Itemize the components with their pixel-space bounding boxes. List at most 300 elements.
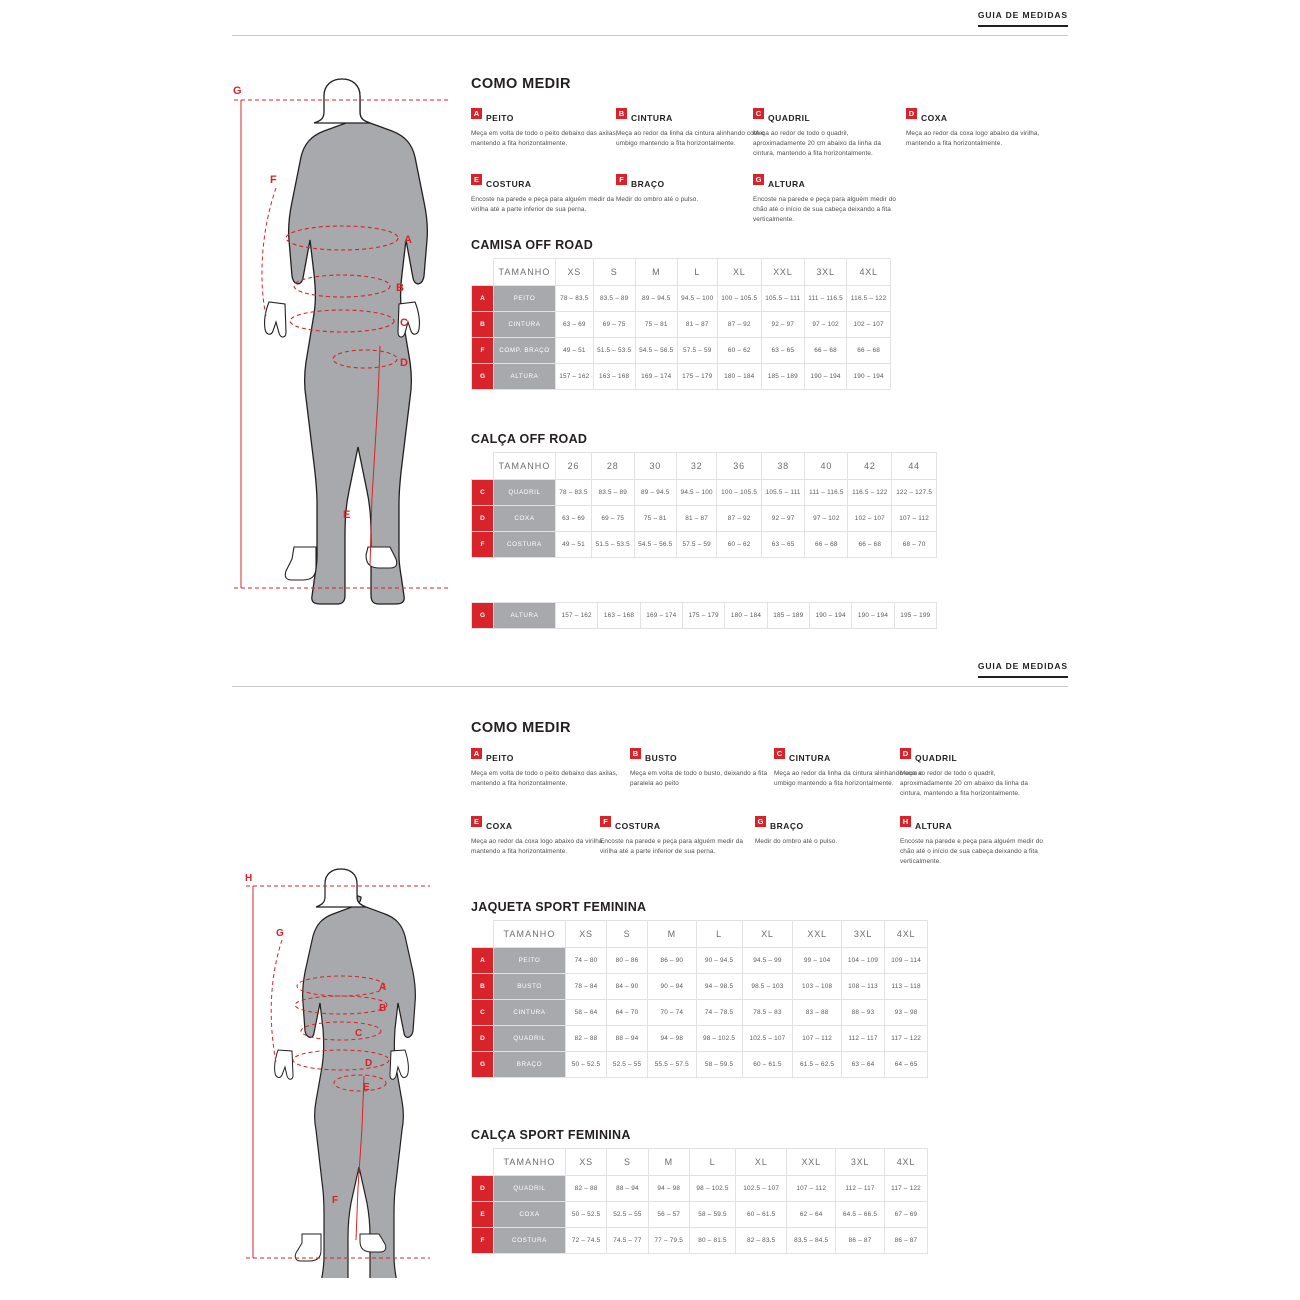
col-size-30: 30 [634, 453, 677, 480]
col-size-xl: XL [717, 259, 761, 286]
row-name: CINTURA [494, 312, 556, 338]
table-row [472, 286, 891, 312]
cell: 163 – 168 [598, 603, 640, 629]
table-title-camisa-off-road: CAMISA OFF ROAD [471, 238, 594, 252]
row-name: BRAÇO [494, 1052, 566, 1078]
cell: 88 – 93 [841, 1000, 884, 1026]
cell: 117 – 122 [884, 1176, 927, 1202]
cell: 116.5 – 122 [848, 480, 892, 506]
cell: 77 – 79.5 [648, 1228, 689, 1254]
cell: 185 – 189 [767, 603, 809, 629]
row-name: ALTURA [494, 603, 556, 629]
row-letter: D [472, 1026, 494, 1052]
row-letter: C [472, 1000, 494, 1026]
cell: 66 – 68 [804, 338, 847, 364]
cell: 111 – 116.5 [804, 286, 847, 312]
cell: 75 – 81 [635, 312, 677, 338]
cell: 86 – 87 [836, 1228, 885, 1254]
legend-badge: C [753, 108, 764, 119]
legend-desc: Medir do ombro até o pulso. [755, 838, 838, 845]
cell: 122 – 127.5 [892, 480, 937, 506]
row-name: COSTURA [494, 1228, 566, 1254]
svg-text:F: F [270, 174, 277, 186]
cell: 50 – 52.5 [566, 1202, 607, 1228]
col-size-l: L [677, 259, 717, 286]
cell: 99 – 104 [793, 948, 842, 974]
cell: 60 – 62 [717, 532, 762, 558]
legend-item-altura-2 [900, 816, 1050, 867]
col-size-xs: XS [556, 259, 594, 286]
legend-title: QUADRIL [768, 113, 811, 123]
cell: 58 – 59.5 [689, 1202, 735, 1228]
col-size-xxl: XXL [793, 921, 842, 948]
row-letter: F [472, 1228, 494, 1254]
row-letter: D [472, 1176, 494, 1202]
row-name: QUADRIL [494, 480, 556, 506]
cell: 49 – 51 [556, 338, 594, 364]
section-header-2 [232, 661, 1068, 687]
legend-item-braco-2 [755, 816, 905, 847]
cell: 54.5 – 56.5 [635, 338, 677, 364]
cell: 92 – 97 [761, 506, 804, 532]
col-size-m: M [648, 1149, 689, 1176]
spacer-cell [472, 921, 494, 948]
cell: 55.5 – 57.5 [648, 1052, 697, 1078]
col-size-26: 26 [556, 453, 592, 480]
legend-title: ALTURA [768, 179, 806, 189]
cell: 84 – 90 [607, 974, 648, 1000]
cell: 69 – 75 [591, 506, 634, 532]
svg-text:G: G [233, 85, 242, 97]
legend-desc: Encoste na parede e peça para alguém medir da virilha até a parte inferior de sua perna. [471, 196, 615, 213]
legend-title: CINTURA [631, 113, 673, 123]
legend-desc: Meça em volta de todo o busto, deixando a fita paralela ao peito [630, 770, 768, 787]
cell: 66 – 68 [848, 532, 892, 558]
cell: 83 – 88 [793, 1000, 842, 1026]
cell: 98.5 – 103 [742, 974, 793, 1000]
table-header-row [472, 259, 891, 286]
cell: 68 – 70 [892, 532, 937, 558]
cell: 190 – 194 [804, 364, 847, 390]
cell: 58 – 64 [566, 1000, 607, 1026]
cell: 94 – 98 [648, 1026, 697, 1052]
como-medir-title-2: COMO MEDIR [471, 720, 571, 736]
cell: 94.5 – 99 [742, 948, 793, 974]
cell: 64.5 – 66.5 [836, 1202, 885, 1228]
legend-item-busto-2 [630, 748, 780, 789]
cell: 102.5 – 107 [742, 1026, 793, 1052]
col-size-l: L [689, 1149, 735, 1176]
col-size-s: S [607, 1149, 648, 1176]
cell: 90 – 94 [648, 974, 697, 1000]
spacer-cell [472, 1149, 494, 1176]
table-row [472, 506, 937, 532]
spacer-cell [472, 259, 494, 286]
row-name: COSTURA [494, 532, 556, 558]
cell: 190 – 194 [809, 603, 851, 629]
table-row [472, 1026, 928, 1052]
cell: 97 – 102 [804, 312, 847, 338]
cell: 78 – 83.5 [556, 286, 594, 312]
cell: 98 – 102.5 [689, 1176, 735, 1202]
row-name: COXA [494, 1202, 566, 1228]
cell: 185 – 189 [761, 364, 804, 390]
cell: 87 – 92 [717, 312, 761, 338]
cell: 81 – 87 [677, 506, 717, 532]
table-row [472, 312, 891, 338]
cell: 52.5 – 55 [607, 1202, 648, 1228]
table-calca-off-road-altura [471, 602, 937, 629]
row-letter: A [472, 286, 494, 312]
legend-title: PEITO [486, 113, 514, 123]
legend-title: CINTURA [789, 753, 831, 763]
table-row [472, 1228, 928, 1254]
legend-item-cintura-1 [616, 108, 766, 149]
row-letter: G [472, 364, 494, 390]
col-tamanho: TAMANHO [494, 1149, 566, 1176]
legend-item-coxa-1 [906, 108, 1056, 149]
table-row [472, 974, 928, 1000]
cell: 157 – 162 [556, 364, 594, 390]
cell: 51.5 – 53.5 [591, 532, 634, 558]
cell: 66 – 68 [805, 532, 848, 558]
col-size-36: 36 [717, 453, 762, 480]
legend-desc: Meça em volta de todo o peito debaixo das axilas, mantendo a fita horizontalmente. [471, 770, 618, 787]
cell: 107 – 112 [892, 506, 937, 532]
legend-title: BRAÇO [770, 821, 804, 831]
cell: 63 – 69 [556, 312, 594, 338]
legend-desc: Encoste na parede e peça para alguém medir do chão até o início de sua cabeça deixando a fita verticalmente. [900, 838, 1044, 865]
cell: 72 – 74.5 [566, 1228, 607, 1254]
legend-badge: D [906, 108, 917, 119]
cell: 89 – 94.5 [634, 480, 677, 506]
cell: 180 – 184 [725, 603, 767, 629]
cell: 50 – 52.5 [566, 1052, 607, 1078]
cell: 63 – 65 [761, 532, 804, 558]
cell: 89 – 94.5 [635, 286, 677, 312]
svg-text:D: D [365, 1058, 373, 1069]
table-title-calca-sport-feminina: CALÇA SPORT FEMININA [471, 1128, 631, 1142]
col-size-xl: XL [742, 921, 793, 948]
cell: 108 – 113 [841, 974, 884, 1000]
cell: 63 – 69 [556, 506, 592, 532]
legend-title: COSTURA [486, 179, 532, 189]
female-body-figure [240, 868, 450, 1278]
section-header-label-2: GUIA DE MEDIDAS [978, 661, 1068, 678]
row-letter: F [472, 338, 494, 364]
cell: 116.5 – 122 [847, 286, 891, 312]
cell: 88 – 94 [607, 1026, 648, 1052]
svg-text:C: C [355, 1028, 363, 1039]
cell: 80 – 86 [607, 948, 648, 974]
col-size-32: 32 [677, 453, 717, 480]
cell: 94 – 98 [648, 1176, 689, 1202]
table-header-row [472, 1149, 928, 1176]
svg-text:C: C [400, 317, 408, 329]
col-size-44: 44 [892, 453, 937, 480]
col-size-28: 28 [591, 453, 634, 480]
cell: 83.5 – 84.5 [787, 1228, 836, 1254]
cell: 56 – 57 [648, 1202, 689, 1228]
legend-item-quadril-2 [900, 748, 1050, 799]
col-size-3xl: 3XL [836, 1149, 885, 1176]
col-size-xs: XS [566, 921, 607, 948]
table-row [472, 948, 928, 974]
cell: 97 – 102 [805, 506, 848, 532]
table-calca-off-road [471, 452, 937, 558]
legend-item-braco-1 [616, 174, 766, 205]
row-name: QUADRIL [494, 1176, 566, 1202]
col-size-38: 38 [761, 453, 804, 480]
table-row [472, 338, 891, 364]
col-size-s: S [607, 921, 648, 948]
cell: 98 – 102.5 [696, 1026, 742, 1052]
legend-item-quadril-1 [753, 108, 903, 159]
legend-item-costura-2 [600, 816, 750, 857]
col-size-4xl: 4XL [885, 921, 928, 948]
cell: 86 – 87 [884, 1228, 927, 1254]
cell: 82 – 88 [566, 1026, 607, 1052]
cell: 63 – 64 [841, 1052, 884, 1078]
legend-item-altura-1 [753, 174, 903, 225]
svg-text:A: A [379, 982, 387, 993]
section-header-1 [232, 10, 1068, 36]
legend-badge: H [900, 816, 911, 827]
legend-badge: A [471, 108, 482, 119]
col-size-4xl: 4XL [884, 1149, 927, 1176]
cell: 117 – 122 [885, 1026, 928, 1052]
legend-badge: D [900, 748, 911, 759]
table-calca-sport-feminina [471, 1148, 928, 1254]
cell: 100 – 105.5 [717, 480, 762, 506]
cell: 190 – 194 [852, 603, 894, 629]
cell: 63 – 65 [761, 338, 804, 364]
legend-desc: Encoste na parede e peça para alguém medir da virilha até a parte inferior de sua perna. [600, 838, 744, 855]
cell: 169 – 174 [640, 603, 682, 629]
cell: 57.5 – 59 [677, 338, 717, 364]
table-title-calca-off-road: CALÇA OFF ROAD [471, 432, 588, 446]
col-size-m: M [635, 259, 677, 286]
cell: 60 – 61.5 [736, 1202, 787, 1228]
legend-item-coxa-2 [471, 816, 621, 857]
cell: 78 – 83.5 [556, 480, 592, 506]
cell: 94.5 – 100 [677, 286, 717, 312]
legend-badge: E [471, 816, 482, 827]
cell: 60 – 61.5 [742, 1052, 793, 1078]
cell: 88 – 94 [607, 1176, 648, 1202]
svg-text:E: E [343, 509, 351, 521]
cell: 102 – 107 [847, 312, 891, 338]
col-size-xs: XS [566, 1149, 607, 1176]
col-size-40: 40 [805, 453, 848, 480]
legend-desc: Medir do ombro até o pulso. [616, 196, 699, 203]
col-size-xxl: XXL [761, 259, 804, 286]
table-row [472, 532, 937, 558]
table-row [472, 1202, 928, 1228]
row-name: CINTURA [494, 1000, 566, 1026]
cell: 61.5 – 62.5 [793, 1052, 842, 1078]
svg-text:D: D [400, 357, 408, 369]
legend-badge: F [600, 816, 611, 827]
cell: 74.5 – 77 [607, 1228, 648, 1254]
row-name: BUSTO [494, 974, 566, 1000]
legend-item-peito-1 [471, 108, 621, 149]
table-row [472, 1176, 928, 1202]
legend-badge: G [755, 816, 766, 827]
cell: 86 – 90 [648, 948, 697, 974]
svg-text:E: E [363, 1082, 370, 1093]
cell: 78.5 – 83 [742, 1000, 793, 1026]
cell: 109 – 114 [885, 948, 928, 974]
svg-text:A: A [404, 234, 412, 246]
table-jaqueta-sport-feminina [471, 920, 928, 1078]
col-size-xl: XL [736, 1149, 787, 1176]
cell: 190 – 194 [847, 364, 891, 390]
legend-desc: Encoste na parede e peça para alguém medir do chão até o início de sua cabeça deixando a fita verticalmente. [753, 196, 897, 223]
cell: 195 – 199 [894, 603, 936, 629]
cell: 112 – 117 [841, 1026, 884, 1052]
legend-badge: G [753, 174, 764, 185]
legend-title: BUSTO [645, 753, 678, 763]
cell: 66 – 68 [847, 338, 891, 364]
section-header-label-1: GUIA DE MEDIDAS [978, 10, 1068, 27]
table-row [472, 364, 891, 390]
legend-desc: Meça ao redor da coxa logo abaixo da virilha, mantendo a fita horizontalmente. [471, 838, 605, 855]
cell: 111 – 116.5 [805, 480, 848, 506]
table-row [472, 1052, 928, 1078]
cell: 74 – 78.5 [696, 1000, 742, 1026]
col-tamanho: TAMANHO [494, 921, 566, 948]
spacer-cell [472, 453, 494, 480]
col-tamanho: TAMANHO [494, 259, 556, 286]
table-header-row [472, 453, 937, 480]
legend-badge: B [616, 108, 627, 119]
legend-title: ALTURA [915, 821, 953, 831]
cell: 64 – 65 [885, 1052, 928, 1078]
cell: 67 – 69 [884, 1202, 927, 1228]
table-title-jaqueta-sport-feminina: JAQUETA SPORT FEMININA [471, 900, 647, 914]
svg-text:G: G [276, 928, 284, 939]
row-letter: B [472, 974, 494, 1000]
svg-text:B: B [379, 1003, 387, 1014]
cell: 92 – 97 [761, 312, 804, 338]
cell: 93 – 98 [885, 1000, 928, 1026]
col-size-m: M [648, 921, 697, 948]
col-size-xxl: XXL [787, 1149, 836, 1176]
legend-badge: A [471, 748, 482, 759]
cell: 157 – 162 [556, 603, 598, 629]
row-name: PEITO [494, 286, 556, 312]
legend-title: COXA [921, 113, 948, 123]
col-tamanho: TAMANHO [494, 453, 556, 480]
legend-title: COXA [486, 821, 513, 831]
cell: 113 – 118 [885, 974, 928, 1000]
cell: 69 – 75 [593, 312, 635, 338]
legend-desc: Meça em volta de todo o peito debaixo das axilas, mantendo a fita horizontalmente. [471, 130, 618, 147]
legend-badge: E [471, 174, 482, 185]
cell: 90 – 94.5 [696, 948, 742, 974]
cell: 102.5 – 107 [736, 1176, 787, 1202]
row-letter: F [472, 532, 494, 558]
cell: 100 – 105.5 [717, 286, 761, 312]
como-medir-title-1: COMO MEDIR [471, 76, 571, 92]
svg-text:B: B [396, 282, 404, 294]
row-letter: D [472, 506, 494, 532]
legend-badge: C [774, 748, 785, 759]
cell: 81 – 87 [677, 312, 717, 338]
row-name: QUADRIL [494, 1026, 566, 1052]
row-letter: E [472, 1202, 494, 1228]
legend-item-costura-1 [471, 174, 621, 215]
row-letter: C [472, 480, 494, 506]
legend-badge: B [630, 748, 641, 759]
col-size-42: 42 [848, 453, 892, 480]
col-size-4xl: 4XL [847, 259, 891, 286]
cell: 51.5 – 53.5 [593, 338, 635, 364]
legend-desc: Meça ao redor de todo o quadril, aproximadamente 20 cm abaixo da linha da cintura, mantendo a fita horizontalmente. [900, 770, 1028, 797]
cell: 94 – 98.5 [696, 974, 742, 1000]
legend-item-peito-2 [471, 748, 621, 789]
cell: 112 – 117 [836, 1176, 885, 1202]
legend-title: COSTURA [615, 821, 661, 831]
cell: 103 – 108 [793, 974, 842, 1000]
cell: 180 – 184 [717, 364, 761, 390]
table-row [472, 603, 937, 629]
svg-text:H: H [245, 873, 253, 884]
cell: 175 – 179 [682, 603, 724, 629]
table-row [472, 480, 937, 506]
cell: 58 – 59.5 [696, 1052, 742, 1078]
cell: 163 – 168 [593, 364, 635, 390]
cell: 75 – 81 [634, 506, 677, 532]
row-letter: G [472, 1052, 494, 1078]
cell: 82 – 83.5 [736, 1228, 787, 1254]
legend-badge: F [616, 174, 627, 185]
cell: 60 – 62 [717, 338, 761, 364]
cell: 57.5 – 59 [677, 532, 717, 558]
male-body-figure [228, 78, 460, 608]
legend-title: PEITO [486, 753, 514, 763]
cell: 175 – 179 [677, 364, 717, 390]
legend-desc: Meça ao redor da coxa logo abaixo da virilha, mantendo a fita horizontalmente. [906, 130, 1040, 147]
cell: 87 – 92 [717, 506, 762, 532]
cell: 102 – 107 [848, 506, 892, 532]
cell: 70 – 74 [648, 1000, 697, 1026]
cell: 83.5 – 89 [591, 480, 634, 506]
cell: 94.5 – 100 [677, 480, 717, 506]
row-letter: G [472, 603, 494, 629]
cell: 54.5 – 56.5 [634, 532, 677, 558]
cell: 107 – 112 [793, 1026, 842, 1052]
table-row [472, 1000, 928, 1026]
cell: 74 – 80 [566, 948, 607, 974]
legend-desc: Meça ao redor da linha da cintura alinhando com o umbigo mantendo a fita horizontalmente. [616, 130, 765, 147]
cell: 169 – 174 [635, 364, 677, 390]
cell: 64 – 70 [607, 1000, 648, 1026]
svg-text:F: F [332, 1195, 339, 1206]
cell: 78 – 84 [566, 974, 607, 1000]
row-name: COXA [494, 506, 556, 532]
cell: 83.5 – 89 [593, 286, 635, 312]
cell: 105.5 – 111 [761, 286, 804, 312]
legend-desc: Meça ao redor de todo o quadril, aproximadamente 20 cm abaixo da linha da cintura, mantendo a fita horizontalmente. [753, 130, 881, 157]
table-camisa-off-road [471, 258, 891, 390]
col-size-3xl: 3XL [804, 259, 847, 286]
row-name: ALTURA [494, 364, 556, 390]
legend-title: BRAÇO [631, 179, 665, 189]
col-size-s: S [593, 259, 635, 286]
row-letter: A [472, 948, 494, 974]
